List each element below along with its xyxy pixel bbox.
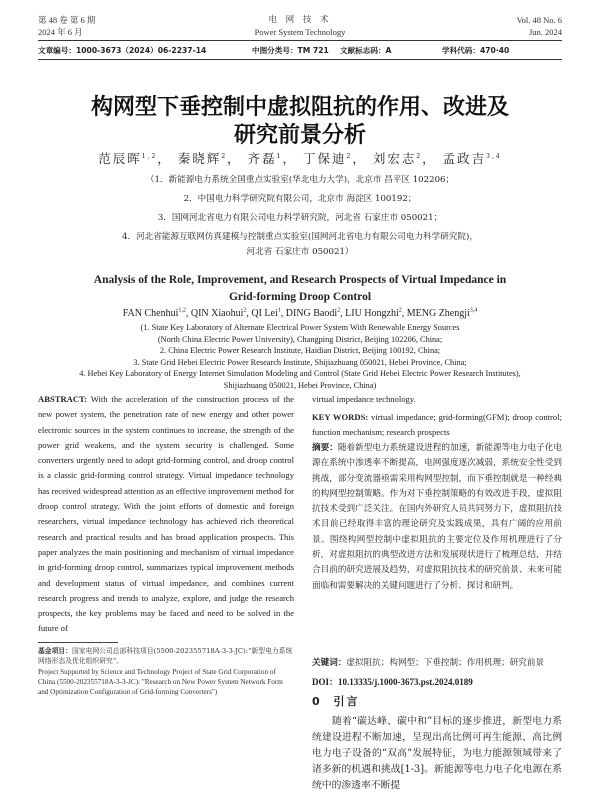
issue-date: 2024 年 6 月: [38, 27, 83, 37]
intro-paragraph: 随着“碳达峰、碳中和”目标的逐步推进，新型电力系统建设进程不断加速，呈现出高比例可再生能源、高比例电力电子设备的“双高”发展特征，为电力能源领域带来了诸多新的机遇和挑战[1-3]。新能源等电力电子化电源在系统中的渗透率不断提: [312, 716, 562, 791]
author-sup: 2: [337, 307, 341, 314]
affiliations-en: [40, 322, 560, 391]
author-sup: 2: [416, 152, 423, 160]
affiliation-en: 3. State Grid Hebei Electric Power Research Institute, Shijiazhuang 050021, Hebei Province, China;: [133, 357, 467, 367]
document-code: 文献标志码：A: [340, 46, 392, 55]
author-sup: 2: [221, 152, 228, 160]
author-zh: 范辰晖: [98, 151, 142, 166]
section-number: 0: [312, 695, 320, 708]
journal-name: [200, 14, 400, 38]
footnote-rule: [38, 642, 118, 643]
footnote-fund-label: 基金项目：: [38, 647, 72, 655]
issue-number: 第 48 卷 第 6 期: [38, 15, 96, 25]
discipline-code: 学科代码：470·40: [442, 46, 510, 55]
author-en: DING Baodi: [285, 308, 338, 319]
author-sup: 3,4: [469, 307, 478, 314]
volume-date: Jun. 2024: [528, 27, 562, 37]
author-sup: 1,2: [178, 307, 186, 314]
author-en: QIN Xiaohui: [190, 308, 244, 319]
affiliation-zh: 河北省 石家庄市 050021）: [246, 247, 354, 257]
authors-en: FAN Chenhui$^{1,2}$, QIN Xiaohui$^2$, QI Lei$^1$, DING Baodi$^2$, LIU Hongzhi$^2$, MENG Zhengji$^{3,4}$: [122, 307, 478, 319]
abstract-zh: [312, 441, 562, 671]
affiliation-en: (1. State Key Laboratory of Alternate Electrical Power System With Renewable Energy Sources: [140, 323, 460, 332]
author-zh: 丁保迪: [302, 151, 347, 166]
journal-name-en: Power System Technology: [254, 27, 346, 37]
affiliation-en: 2. China Electric Power Research Institute, Haidian District, Beijing 100192, China;: [159, 346, 441, 355]
author-sup: 2: [243, 307, 247, 314]
keywords-en-label: KEY WORDS:: [312, 412, 369, 422]
author-sup: 2: [398, 307, 402, 314]
affiliation-zh: 4．河北省能源互联网仿真建模与控制重点实验室(国网河北省电力有限公司电力科学研究院)，: [122, 232, 478, 242]
meta-rule: [38, 59, 562, 60]
article-number: 文章编号：1000-3673（2024）06-2237-14: [38, 46, 207, 55]
footnote: [38, 646, 294, 697]
author-en: LIU Hongzhi: [345, 308, 399, 319]
keywords-zh-label: 关键词：: [312, 658, 347, 668]
affiliation-zh: （1．新能源电力系统全国重点实验室(华北电力大学)，北京市 昌平区 102206；: [145, 175, 455, 185]
title-en-line-2: Grid-forming Droop Control: [228, 291, 372, 303]
section-title: 引言: [333, 695, 360, 708]
affiliation-en: 4. Hebei Key Laboratory of Energy Internet Simulation Modeling and Control (State Grid Hebei Electric Power Research Institutes),: [79, 369, 521, 378]
keywords-zh: [312, 656, 562, 671]
abstract-en: [38, 392, 294, 638]
volume-number: Vol. 48 No. 6: [516, 15, 562, 25]
author-zh: 刘宏志: [372, 151, 417, 166]
author-en: QI Lei: [251, 308, 278, 319]
keywords-en: [312, 410, 562, 441]
author-sup: 1,2: [141, 152, 158, 160]
journal-volume: [517, 14, 562, 38]
author-en: FAN Chenhui: [122, 308, 179, 319]
abstract-zh-label: 摘要：: [312, 443, 338, 453]
authors-zh: 范辰晖$^{1,2}$， 秦晓辉$^2$， 齐磊$^1$， 丁保迪$^2$， 刘宏志$^2$， 孟政吉$^{3,4}$: [98, 151, 502, 166]
section-heading: [312, 693, 360, 709]
affiliation-en: (North China Electric Power University), Changping District, Beijing 102206, China;: [157, 334, 443, 344]
author-sup: 3,4: [486, 152, 502, 160]
affiliation-en: Shijiazhuang 050021, Hebei Province, China): [223, 380, 377, 390]
author-zh: 孟政吉: [442, 151, 487, 166]
affiliation-zh: 3．国网河北省电力有限公司电力科学研究院，河北省 石家庄市 050021；: [157, 213, 443, 223]
clc-number: 中图分类号：TM 721: [252, 46, 329, 55]
title-en-line-1: Analysis of the Role, Improvement, and Research Prospects of Virtual Impedance in: [93, 274, 507, 286]
doi: DOI：10.13335/j.1000-3673.pst.2024.0189: [312, 677, 473, 687]
abstract-en-label: ABSTRACT:: [38, 394, 88, 404]
footnote-fund-zh: 国家电网公司总部科技项目(5500-202355718A-3-3-JC):“新型电力系统网络形态及优化组织研究”。: [38, 647, 293, 665]
abstract-zh-text: 随着新型电力系统建设进程的加速，新能源等电力电子化电源在系统中渗透率不断提高，电网强度逐次减弱，系统安全性受到挑战，部分变流器亟需采用构网型控制，而下垂控制就是一种经典的构网型控制策略。作为对下垂控制策略的有效改进手段，虚拟阻抗技术受到广泛关注。在国内外研究人员共同努力下，虚拟阻抗技术目前已经取得丰富的理论研究及实践成果，具有广阔的应用前景。围绕构网型控制中虚拟阻抗的主要定位及作用机理进行了分析，对虚拟阻抗的典型改进方法和发展现状进行了梳理总结，并结合目前的研究进展及趋势，对虚拟阻抗技术的研究前景、未来可能面临和需要解决的关键问题进行了分析、探讨和研判。: [312, 443, 562, 591]
keywords-zh-text: 虚拟阻抗；构网型；下垂控制；作用机理；研究前景: [346, 658, 545, 668]
author-sup: 1: [277, 307, 281, 314]
header-rule: [38, 40, 562, 41]
keywords-en-text: virtual impedance; grid-forming(GFM); droop control; function mechanism; research prospects: [312, 412, 562, 438]
affiliation-zh: 2．中国电力科学研究院有限公司，北京市 海淀区 100192；: [183, 194, 417, 204]
abstract-en-text: With the acceleration of the construction process of the new power system, the penetration rate of new energy and other power electronic sources in the system continues to increase, the strength of the power grid weakens, and the system security is challenged. Some converters urgently need to adopt grid-forming control, and droop control is a classic grid-forming control strategy. Virtual impedance technology has received widespread attention as an effective improvement method for droop control strategy. With the joint efforts of domestic and foreign researchers, virtual impedance technology has achieved rich theoretical research and practical results and has broad application prospects. This paper analyzes the main positioning and mechanism of virtual impedance in grid-forming droop control, summarizes typical improvement methods and development status of virtual impedance, and combines current research progress and trends to analyze, explore, and judge the research prospects, the key problems may be faced and need to be solved in the future of: [38, 394, 294, 634]
abstract-en-continued: virtual impedance technology.: [312, 394, 416, 404]
title-zh-line-1: 构网型下垂控制中虚拟阻抗的作用、改进及: [90, 95, 509, 120]
affiliations-zh: [40, 174, 560, 259]
author-zh: 齐磊: [247, 151, 277, 166]
journal-issue: [38, 14, 95, 38]
author-zh: 秦晓辉: [177, 151, 222, 166]
journal-name-zh: 电 网 技 术: [268, 15, 332, 25]
footnote-fund-en: Project Supported by Science and Technology Project of State Grid Corporation of China (5500-202355718A-3-3-JC): "Research on New Power System Network Form and Optimization Configuration of Grid-forming Converters"): [38, 668, 283, 696]
author-en: MENG Zhengji: [406, 308, 470, 319]
author-sup: 2: [346, 152, 353, 160]
author-sup: 1: [276, 152, 283, 160]
title-zh-line-2: 研究前景分析: [233, 123, 366, 148]
